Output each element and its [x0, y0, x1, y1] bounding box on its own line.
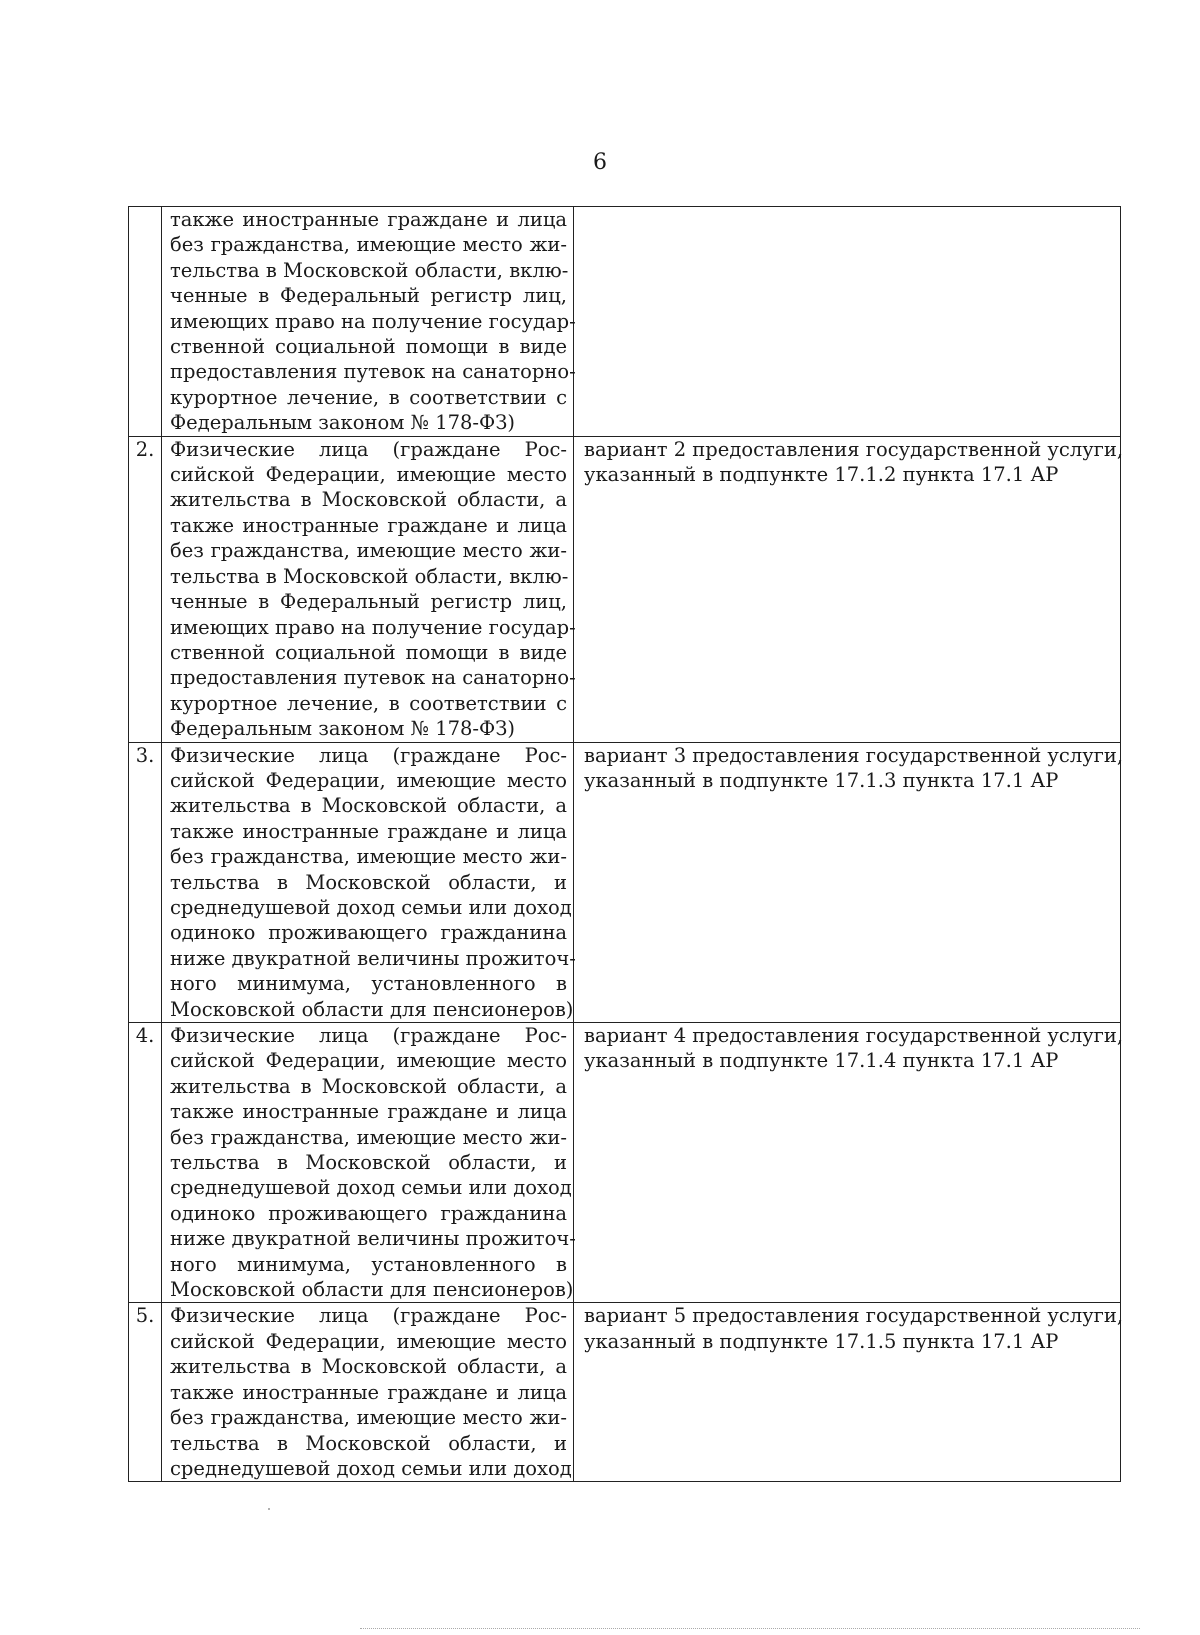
applicant-description	[162, 436, 574, 742]
description-line: Федеральным законом № 178-ФЗ)	[170, 717, 515, 741]
variant-line: указанный в подпункте 17.1.2 пункта 17.1 АР	[584, 463, 1059, 487]
description-line: сийской Федерации, имеющие место	[170, 1329, 567, 1353]
description-line: жительства в Московской области, а	[170, 794, 567, 818]
table-body	[129, 207, 1124, 1482]
description-line: Физические лица (граждане Рос-	[170, 437, 567, 461]
description-line: также иностранные граждане и лица	[170, 1380, 567, 1404]
description-line: Физические лица (граждане Рос-	[170, 1024, 567, 1047]
description-line: предоставления путевок на санаторно-	[170, 666, 576, 690]
description-line: Физические лица (граждане Рос-	[170, 743, 567, 767]
service-variant	[574, 207, 1121, 437]
description-line: жительства в Московской области, а	[170, 488, 567, 512]
applicant-description	[162, 1303, 574, 1482]
description-line: предоставления путевок на санаторно-	[170, 360, 576, 384]
description-line: среднедушевой доход семьи или доход	[170, 1176, 572, 1200]
description-line: тельства в Московской области, и	[170, 1151, 567, 1175]
description-line: среднедушевой доход семьи или доход	[170, 895, 572, 919]
row-number: 2.	[129, 436, 162, 742]
variant-line: указанный в подпункте 17.1.4 пункта 17.1 АР	[584, 1049, 1059, 1073]
description-line: сийской Федерации, имеющие место	[170, 1049, 567, 1073]
description-line: также иностранные граждане и лица	[170, 513, 567, 537]
row-number: 4.	[129, 1023, 162, 1303]
description-line: также иностранные граждане и лица	[170, 819, 567, 843]
row-number: 3.	[129, 742, 162, 1022]
description-line: имеющих право на получение государ-	[170, 309, 576, 333]
row-number: 5.	[129, 1303, 162, 1482]
description-line: курортное лечение, в соответствии с	[170, 385, 567, 409]
table-row	[129, 207, 1121, 437]
row-number	[129, 207, 162, 437]
description-line: одиноко проживающего гражданина	[170, 1201, 567, 1225]
variant-line: указанный в подпункте 17.1.5 пункта 17.1 АР	[584, 1329, 1059, 1353]
description-line: жительства в Московской области, а	[170, 1355, 567, 1379]
description-line: среднедушевой доход семьи или доход	[170, 1456, 572, 1480]
description-line: ниже двукратной величины прожиточ-	[170, 1227, 576, 1251]
description-line: ченные в Федеральный регистр лиц,	[170, 284, 567, 308]
table-row	[129, 436, 1121, 742]
table-row	[129, 742, 1121, 1022]
variant-line: вариант 5 предоставления государственной услуги,	[584, 1304, 1124, 1328]
applicant-description	[162, 1023, 574, 1303]
applicant-description	[162, 742, 574, 1022]
description-line: без гражданства, имеющие место жи-	[170, 845, 567, 869]
description-line: ственной социальной помощи в виде	[170, 640, 567, 664]
scan-bottom-edge	[360, 1628, 1140, 1632]
description-line: Физические лица (граждане Рос-	[170, 1304, 567, 1328]
services-table	[128, 206, 1124, 1482]
variant-line: вариант 3 предоставления государственной услуги,	[584, 743, 1124, 767]
description-line: без гражданства, имеющие место жи-	[170, 1125, 567, 1149]
description-line: также иностранные граждане и лица	[170, 208, 567, 231]
service-variant	[574, 436, 1124, 742]
description-line: имеющих право на получение государ-	[170, 615, 576, 639]
table-row	[129, 1023, 1121, 1303]
applicant-description	[162, 207, 574, 437]
description-line: ченные в Федеральный регистр лиц,	[170, 590, 567, 614]
description-line: ниже двукратной величины прожиточ-	[170, 946, 576, 970]
description-line: тельства в Московской области, и	[170, 870, 567, 894]
service-variant	[574, 742, 1124, 1022]
description-line: ного минимума, установленного в	[170, 972, 567, 996]
description-line: без гражданства, имеющие место жи-	[170, 539, 567, 563]
description-line: курортное лечение, в соответствии с	[170, 691, 567, 715]
variant-line: вариант 4 предоставления государственной услуги,	[584, 1024, 1124, 1047]
description-line: Московской области для пенсионеров)	[170, 1278, 574, 1302]
page-number: 6	[593, 150, 607, 175]
description-line: Московской области для пенсионеров)	[170, 997, 574, 1021]
description-line: без гражданства, имеющие место жи-	[170, 233, 567, 257]
description-line: тельства в Московской области, вклю-	[170, 258, 569, 282]
variant-line: вариант 2 предоставления государственной услуги,	[584, 437, 1124, 461]
description-line: ственной социальной помощи в виде	[170, 335, 567, 359]
description-line: ного минимума, установленного в	[170, 1252, 567, 1276]
description-line: жительства в Московской области, а	[170, 1074, 567, 1098]
description-line: тельства в Московской области, и	[170, 1431, 567, 1455]
description-line: одиноко проживающего гражданина	[170, 921, 567, 945]
table-row	[129, 1303, 1121, 1482]
description-line: без гражданства, имеющие место жи-	[170, 1406, 567, 1430]
description-line: сийской Федерации, имеющие место	[170, 768, 567, 792]
description-line: Федеральным законом № 178-ФЗ)	[170, 411, 515, 435]
description-line: также иностранные граждане и лица	[170, 1100, 567, 1124]
scan-speck	[268, 1508, 270, 1510]
service-variant	[574, 1303, 1124, 1482]
description-line: тельства в Московской области, вклю-	[170, 564, 569, 588]
description-line: сийской Федерации, имеющие место	[170, 463, 567, 487]
service-variant	[574, 1023, 1124, 1303]
variant-line: указанный в подпункте 17.1.3 пункта 17.1 АР	[584, 768, 1059, 792]
